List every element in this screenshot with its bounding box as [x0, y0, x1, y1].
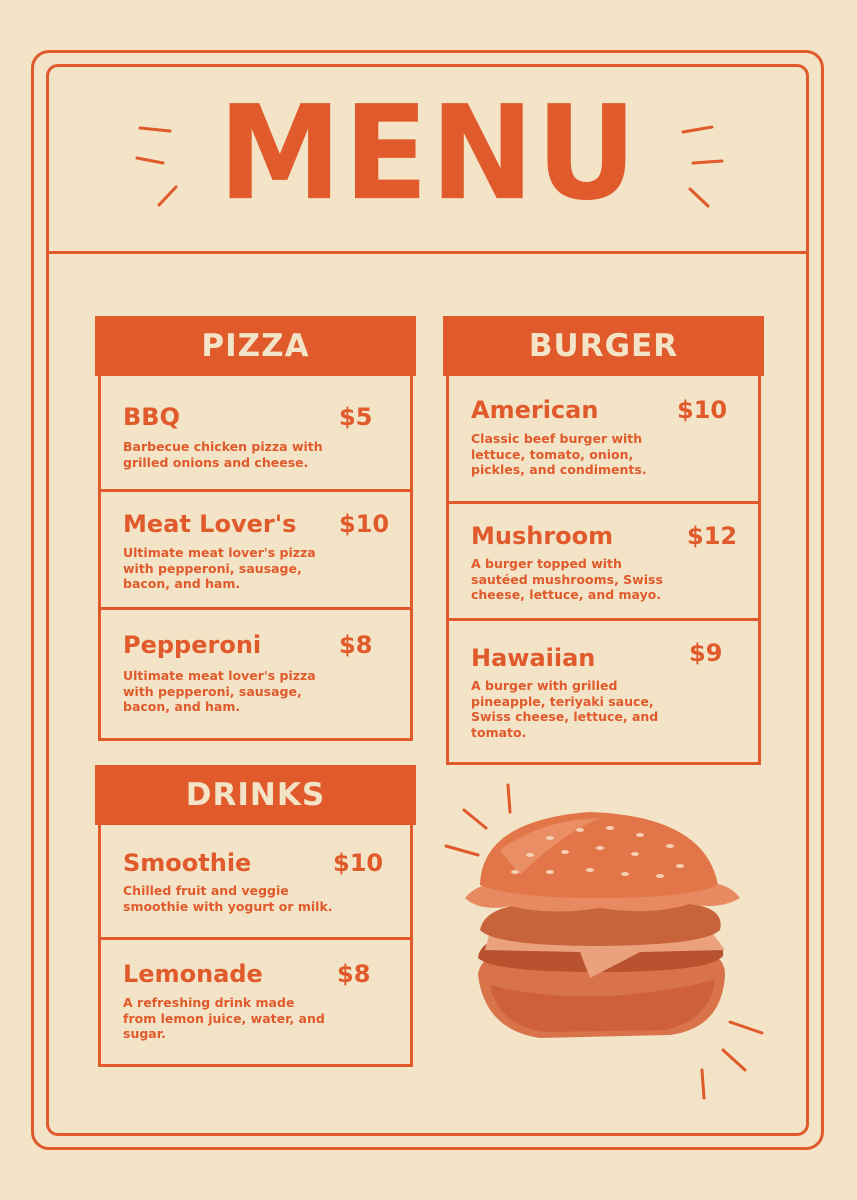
item-description: Barbecue chicken pizza with grilled onions and cheese.: [123, 439, 323, 470]
item-description: Chilled fruit and veggie smoothie with yogurt or milk.: [123, 883, 333, 914]
drinks-heading: DRINKS: [95, 765, 416, 825]
item-name: Smoothie: [123, 849, 252, 877]
pizza-section: [95, 316, 416, 741]
item-price: $5: [339, 403, 373, 431]
item-description: A burger topped with sautéed mushrooms, Swiss cheese, lettuce, and mayo.: [471, 556, 663, 602]
item-price: $12: [687, 522, 738, 550]
burger-icon: [440, 780, 770, 1100]
pizza-heading: PIZZA: [95, 316, 416, 376]
item-price: $8: [337, 960, 371, 988]
item-price: $10: [333, 849, 384, 877]
menu-item: [449, 376, 758, 504]
menu-item: [449, 621, 758, 762]
item-price: $10: [339, 510, 390, 538]
menu-item: [101, 825, 410, 940]
menu-item: [101, 610, 410, 738]
item-name: Mushroom: [471, 522, 614, 550]
drinks-section: [95, 765, 416, 1067]
pizza-list: [98, 376, 413, 741]
item-price: $9: [689, 639, 723, 667]
item-description: Classic beef burger with lettuce, tomato, onion, pickles, and condiments.: [471, 431, 647, 477]
page-title: MENU: [218, 78, 639, 230]
item-name: Pepperoni: [123, 631, 262, 659]
item-name: Hawaiian: [471, 644, 596, 672]
item-price: $8: [339, 631, 373, 659]
item-description: Ultimate meat lover's pizza with pepperoni, sausage, bacon, and ham.: [123, 545, 316, 591]
menu-item: [449, 504, 758, 621]
item-description: A refreshing drink made from lemon juice, water, and sugar.: [123, 995, 325, 1041]
burger-heading: BURGER: [443, 316, 764, 376]
menu-item: [101, 376, 410, 492]
burger-section: [443, 316, 764, 765]
item-name: Lemonade: [123, 960, 263, 988]
menu-item: [101, 492, 410, 610]
item-description: Ultimate meat lover's pizza with pepperoni, sausage, bacon, and ham.: [123, 668, 316, 714]
item-name: BBQ: [123, 403, 180, 431]
item-name: American: [471, 396, 599, 424]
menu-item: [101, 940, 410, 1064]
item-price: $10: [677, 396, 728, 424]
item-description: A burger with grilled pineapple, teriyaki sauce, Swiss cheese, lettuce, and tomato.: [471, 678, 659, 740]
burger-list: [446, 376, 761, 765]
item-name: Meat Lover's: [123, 510, 297, 538]
drinks-list: [98, 825, 413, 1067]
